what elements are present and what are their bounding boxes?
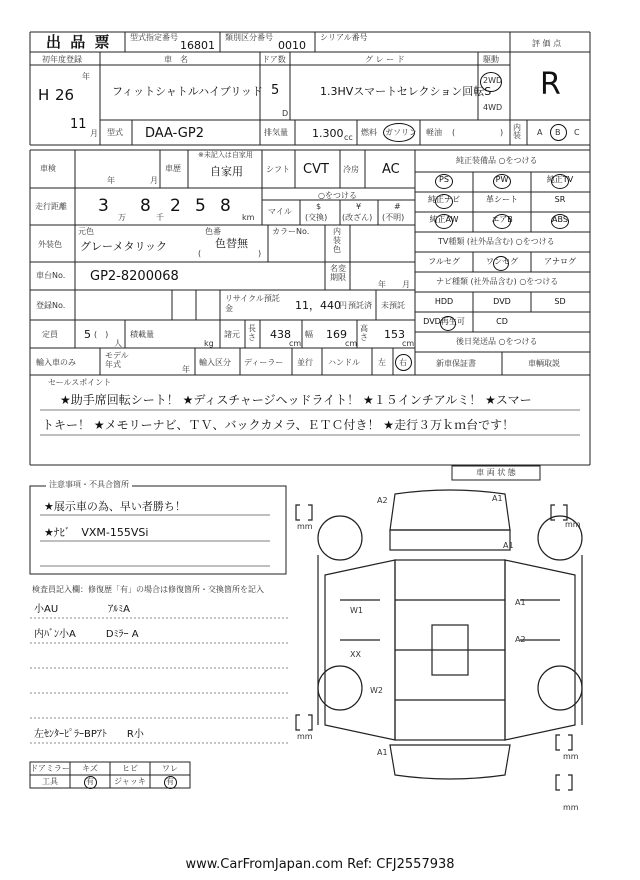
legend-door-mirror: ドアミラー [30, 764, 70, 773]
mm-5: mm [563, 803, 579, 812]
tv-item-0: フルセグ [428, 257, 460, 266]
class-no: 0010 [278, 39, 306, 52]
interior-c: C [574, 128, 580, 137]
dmg-right-front: A1 [503, 541, 514, 550]
doc-manual: 車輌取説 [528, 359, 560, 368]
capacity-unit: 人 [114, 339, 122, 348]
mileage-sen: 千 [156, 213, 164, 222]
recycle-label: リサイクル預託金 [225, 294, 280, 313]
import-label: 輸入車のみ [36, 358, 76, 367]
tools-has: 有 [86, 777, 94, 786]
navi-item-4: CD [496, 317, 508, 326]
dmg-front-right: A1 [492, 494, 503, 503]
legend-jack: ジャッキ [114, 777, 146, 786]
interior-label: 内装 [513, 123, 521, 140]
int-color-label: 内装色 [333, 227, 341, 254]
drive-2wd: 2WD [483, 76, 503, 85]
displacement: 1.300 [312, 127, 344, 140]
form-title: 出 品 票 [46, 33, 112, 51]
mileage-label: 走行距離 [35, 202, 67, 211]
drive-label: 駆動 [483, 55, 499, 64]
equip-item-7: エアB [491, 215, 513, 224]
tools-has-circle [84, 776, 97, 789]
type-no-label: 型式指定番号 [130, 33, 178, 42]
first-reg-year: 26 [55, 86, 75, 104]
dmg-right-door1: A1 [515, 598, 526, 607]
import-dealer: ディーラー [244, 358, 284, 367]
history-label: 車歴 [165, 164, 181, 173]
paren-open: ( [452, 128, 456, 137]
height: 153 [384, 328, 405, 341]
mileage-digit-4: 8 [220, 196, 231, 216]
tamper-label: (改ざん) [342, 213, 373, 222]
cooler-label: 冷房 [343, 165, 359, 174]
reg-no-label: 登録No. [36, 301, 66, 310]
doors: 5 [271, 83, 280, 98]
handle-right-circle [395, 354, 412, 371]
equip-item-5: SR [554, 195, 566, 204]
tv-title: TV種類 (社外品含む) ○をつける [438, 237, 555, 246]
recycle-unpaid: 未預託 [381, 301, 405, 310]
history: 自家用 [210, 165, 243, 178]
serial-label: シリアル番号 [320, 33, 368, 42]
chassis-label: 車台No. [36, 271, 66, 280]
length: 438 [270, 328, 291, 341]
width-label: 幅 [305, 330, 313, 339]
navi-item-0: HDD [434, 297, 454, 306]
model-year-label: モデル年式 [105, 351, 129, 369]
handle-label: ハンドル [328, 358, 360, 367]
score-label: 評 価 点 [532, 39, 562, 48]
jack-has: 有 [166, 777, 174, 786]
year-unit: 年 [82, 72, 90, 81]
height-unit: cm [402, 339, 415, 348]
docs-title: 後日発送品 ○をつける [456, 337, 538, 346]
import-class-label: 輸入区分 [199, 358, 231, 367]
equip-item-0: PS [439, 175, 449, 184]
first-reg-label: 初年度登録 [42, 55, 82, 64]
import-parallel: 並行 [297, 358, 313, 367]
door-type: D [282, 109, 289, 118]
mileage-digit-2: 2 [170, 196, 181, 216]
height-label: 高さ [360, 324, 368, 342]
recycle-unit: 円 [339, 301, 347, 310]
shift: CVT [303, 162, 329, 177]
dmg-left-door1: W1 [350, 606, 363, 615]
jack-has-circle [164, 776, 177, 789]
ext-color-label: 外装色 [38, 240, 62, 249]
legend-crack: ヒビ [122, 764, 138, 773]
exchange-label: (交換) [305, 213, 328, 222]
drive-4wd: 4WD [483, 103, 503, 112]
mile-label: マイル [268, 207, 292, 216]
inspection-month-unit: 月 [150, 176, 158, 185]
width-unit: cm [345, 339, 358, 348]
grade-label: グ レ ー ド [365, 55, 405, 64]
recycle-paid: 預託済 [348, 301, 372, 310]
color-change: 色替無 [215, 237, 248, 250]
recycle: 11，440 [295, 299, 341, 312]
navi-item-1: DVD [493, 297, 511, 306]
sales-line-2: トキー！ ★メモリーナビ、ＴＶ、バックカメラ、ＥＴＣ付き！ ★走行３万ｋｍ台です！ [42, 418, 515, 432]
fuel-circle [383, 123, 415, 142]
color-no-header: 色番 [205, 227, 221, 236]
unknown-label: (不明) [382, 213, 405, 222]
equip-circle-1 [493, 174, 511, 189]
fuel-label: 燃料 [361, 128, 377, 137]
ext-color: グレーメタリック [80, 240, 168, 253]
dims-label: 諸元 [224, 330, 240, 339]
inspection-label: 車検 [40, 164, 56, 173]
car-name: フィットシャトルハイブリッド [112, 85, 263, 98]
load-unit: kg [204, 339, 214, 348]
drive-2wd-circle [480, 72, 502, 92]
interior-b-circle [550, 124, 567, 141]
month-unit: 月 [90, 129, 98, 138]
capacity: 5 [84, 328, 91, 341]
interior-a: A [537, 128, 543, 137]
yen-symbol: ¥ [356, 202, 362, 211]
equip-item-3: 純正ナビ [428, 195, 460, 204]
notes-label: 注意事項・不具合箇所 [46, 481, 132, 489]
dmg-right-door2: A2 [515, 635, 526, 644]
name-change-label: 名変期限 [330, 264, 346, 282]
doors-label: ドア数 [262, 55, 286, 64]
notes-line-2: ★ﾅﾋﾞ VXM-155VSi [44, 526, 149, 539]
history-note: ※未記入は自家用 [198, 151, 253, 159]
capacity-label: 定員 [42, 330, 58, 339]
dmg-front-left: A2 [377, 496, 388, 505]
length-unit: cm [289, 339, 302, 348]
diagram-title: 車 両 状 態 [476, 468, 516, 477]
grade: 1.3HVスマートセレクション回転S [320, 85, 492, 98]
chassis: GP2-8200068 [90, 269, 179, 284]
type-no: 16801 [180, 39, 215, 52]
paren-close: ) [500, 128, 504, 137]
equip-item-4: 革シート [486, 195, 518, 204]
dmg-left-rear: W2 [370, 686, 383, 695]
mileage-man: 万 [118, 213, 126, 222]
doc-warranty: 新車保証書 [436, 359, 476, 368]
equip-item-6: 純正AW [429, 215, 459, 224]
car-name-label: 車 名 [164, 55, 188, 64]
handle-right: 右 [399, 358, 407, 367]
equip-circle-7 [493, 214, 511, 229]
circle-instruction: ○をつける [318, 191, 357, 200]
dollar-symbol: $ [316, 202, 322, 211]
displacement-label: 排気量 [264, 128, 288, 137]
color-paren-close: ) [258, 249, 262, 258]
first-reg-month: 11 [70, 117, 87, 132]
equip-item-2: 純正TV [546, 175, 574, 184]
tv-item-2: アナログ [544, 257, 576, 266]
mileage-digit-1: 8 [140, 196, 151, 216]
length-label: 長さ [248, 324, 256, 342]
inspector-line-0: 小AU ｱﾙﾐA [34, 604, 131, 615]
navi-title: ナビ種類 (社外品含む) ○をつける [436, 277, 559, 286]
color-no-label: カラーNo. [272, 227, 310, 236]
handle-left: 左 [378, 358, 386, 367]
sales-line-1: ★助手席回転シート！ ★ディスチャージヘッドライト！ ★１５インチアルミ！ ★スマー [60, 393, 532, 407]
legend-tools: 工具 [42, 777, 58, 786]
shift-label: シフト [266, 165, 290, 174]
model: DAA-GP2 [145, 126, 204, 141]
equipment-title: 純正装備品 ○をつける [456, 156, 538, 165]
hash-symbol: # [394, 202, 401, 211]
inspection-year-unit: 年 [107, 176, 115, 185]
navi-item-2: SD [554, 297, 566, 306]
legend-break: ワレ [162, 764, 178, 773]
displacement-unit: cc [344, 133, 353, 142]
navi-dvd-circle [440, 316, 456, 331]
inspector-line-5: 左ｾﾝﾀｰﾋﾟﾗｰBPｱﾄ R小 [34, 729, 144, 740]
dmg-rear: A1 [377, 748, 388, 757]
interior-b: B [555, 128, 561, 137]
model-label: 型式 [107, 128, 123, 137]
color-orig-label: 元色 [78, 227, 94, 236]
diesel-label: 軽油 [426, 128, 442, 137]
mm-1: mm [297, 522, 313, 531]
fuel: ガソリン [385, 128, 417, 137]
legend-scratch: キズ [82, 764, 98, 773]
score: R [540, 67, 561, 102]
navi-item-3: DVD再生可 [423, 317, 465, 326]
class-no-label: 類別区分番号 [225, 33, 273, 42]
dmg-left-pillar: XX [350, 650, 361, 659]
equip-circle-8 [551, 214, 569, 229]
mm-3: mm [297, 732, 313, 741]
mileage-unit: km [242, 213, 255, 222]
capacity-paren: ( ) [94, 330, 109, 339]
equip-circle-3 [435, 194, 453, 209]
era: H [38, 86, 50, 104]
mm-4: mm [563, 752, 579, 761]
mileage-digit-3: 5 [195, 196, 206, 216]
width: 169 [326, 328, 347, 341]
equip-circle-0 [435, 174, 453, 189]
equip-item-1: PW [495, 175, 509, 184]
tv-oneseg-circle [493, 256, 509, 271]
cooler: AC [382, 162, 400, 177]
vehicle-diagram [296, 490, 582, 790]
inspector-label: 検査員記入欄：修復歴「有」の場合は修復箇所・交換箇所を記入 [32, 585, 264, 594]
equip-circle-6 [435, 214, 453, 229]
equip-circle-2 [551, 174, 569, 189]
load-label: 積載量 [130, 330, 154, 339]
tv-item-1: ワンセグ [486, 257, 518, 266]
color-paren-open: ( [198, 249, 202, 258]
model-year-unit: 年 [182, 365, 190, 374]
nc-year: 年 [378, 280, 386, 289]
footer-ref: www.CarFromJapan.com Ref: CFJ2557938 [185, 857, 455, 872]
mm-2: mm [565, 520, 581, 529]
notes-line-1: ★展示車の為、早い者勝ち！ [44, 500, 186, 513]
sales-label: セールスポイント [48, 378, 112, 387]
nc-month: 月 [402, 280, 410, 289]
mileage-digit-0: 3 [98, 196, 109, 216]
inspector-line-1: 内ﾊﾞﾝ小A Dﾐﾗｰ A [34, 629, 139, 640]
equip-item-8: ABS [552, 215, 568, 224]
